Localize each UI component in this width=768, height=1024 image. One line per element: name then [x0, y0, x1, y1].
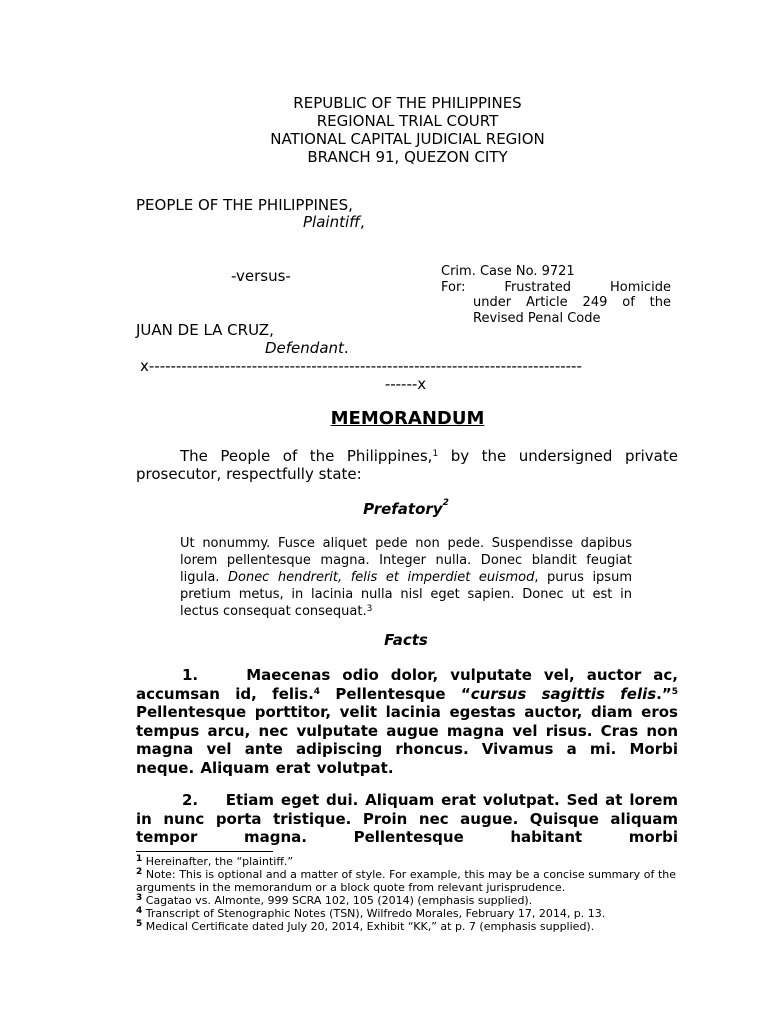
document-title: MEMORANDUM	[330, 408, 485, 429]
caption-separator: x--------------------------------------------------------------------------------	[140, 357, 582, 375]
caption-separator-end: ------x	[384, 375, 427, 393]
defendant-name: JUAN DE LA CRUZ,	[136, 321, 274, 339]
facts-paragraph-1: 1. Maecenas odio dolor, vulputate vel, auctor ac, accumsan id, felis.$^4$ Pellentesque “cursus sagittis felis.”$^5$ Pellentesque porttitor, velit lacinia egestas auctor, diam eros tempus arcu, nec vulputate augue magna vel risus. Cras non magna vel ante adipiscing rhoncus. Vivamus a mi. Morbi neque. Aliquam erat volutpat.	[136, 666, 679, 777]
prefatory-block-quote: Ut nonummy. Fusce aliquet pede non pede. Suspendisse dapibus lorem pellentesque magna. Integer nulla. Donec blandit feugiat ligula. Donec hendrerit, felis et imperdiet euismod, purus ipsum pretium metus, in lacinia nulla nisl eget sapien. Donec ut est in lectus consequat consequat.$^3$	[180, 536, 632, 619]
prefatory-heading: Prefatory$^2$	[363, 498, 449, 518]
facts-paragraph-2: 2. Etiam eget dui. Aliquam erat volutpat. Sed at lorem in nunc porta tristique. Proin nec augue. Quisque aliquam tempor magna. Pellentesque habitant morbi	[136, 791, 679, 846]
footnote-2: $^2$ Note: This is optional and a matter of style. For example, this may be a concise summary of the arguments in the memorandum or a block quote from relevant jurisprudence.	[136, 867, 676, 894]
plaintiff-name: PEOPLE OF THE PHILIPPINES,	[136, 196, 353, 214]
footnote-5: $^5$ Medical Certificate dated July 20, 2014, Exhibit “KK,” at p. 7 (emphasis supplied).	[136, 919, 595, 933]
court-header	[0, 94, 768, 166]
case-offense-line3: Revised Penal Code	[473, 311, 601, 326]
footnote-ref: 1	[432, 449, 439, 459]
footnote-1: $^1$ Hereinafter, the “plaintiff.”	[136, 854, 294, 868]
court-region: NATIONAL CAPITAL JUDICIAL REGION	[270, 130, 545, 148]
case-offense-line1: For: Frustrated Homicide	[441, 280, 671, 295]
footnote-separator	[136, 851, 273, 852]
versus-label: -versus-	[231, 267, 291, 285]
footnote-4: $^4$ Transcript of Stenographic Notes (TSN), Wilfredo Morales, February 17, 2014, p. 13.	[136, 906, 606, 920]
plaintiff-role: Plaintiff,	[303, 213, 365, 231]
facts-heading: Facts	[384, 631, 428, 649]
footnote-3: $^3$ Cagatao vs. Almonte, 999 SCRA 102, 105 (2014) (emphasis supplied).	[136, 893, 533, 907]
footnotes	[136, 855, 676, 933]
intro-paragraph: The People of the Philippines,$^1$ by the undersigned private prosecutor, respectfully state:	[136, 447, 678, 483]
court-republic: REPUBLIC OF THE PHILIPPINES	[293, 94, 522, 112]
court-branch: BRANCH 91, QUEZON CITY	[307, 148, 508, 166]
case-offense-line2: under Article 249 of the	[473, 295, 671, 310]
case-number: Crim. Case No. 9721	[441, 264, 575, 279]
court-name: REGIONAL TRIAL COURT	[316, 112, 499, 130]
defendant-role: Defendant.	[265, 339, 349, 357]
